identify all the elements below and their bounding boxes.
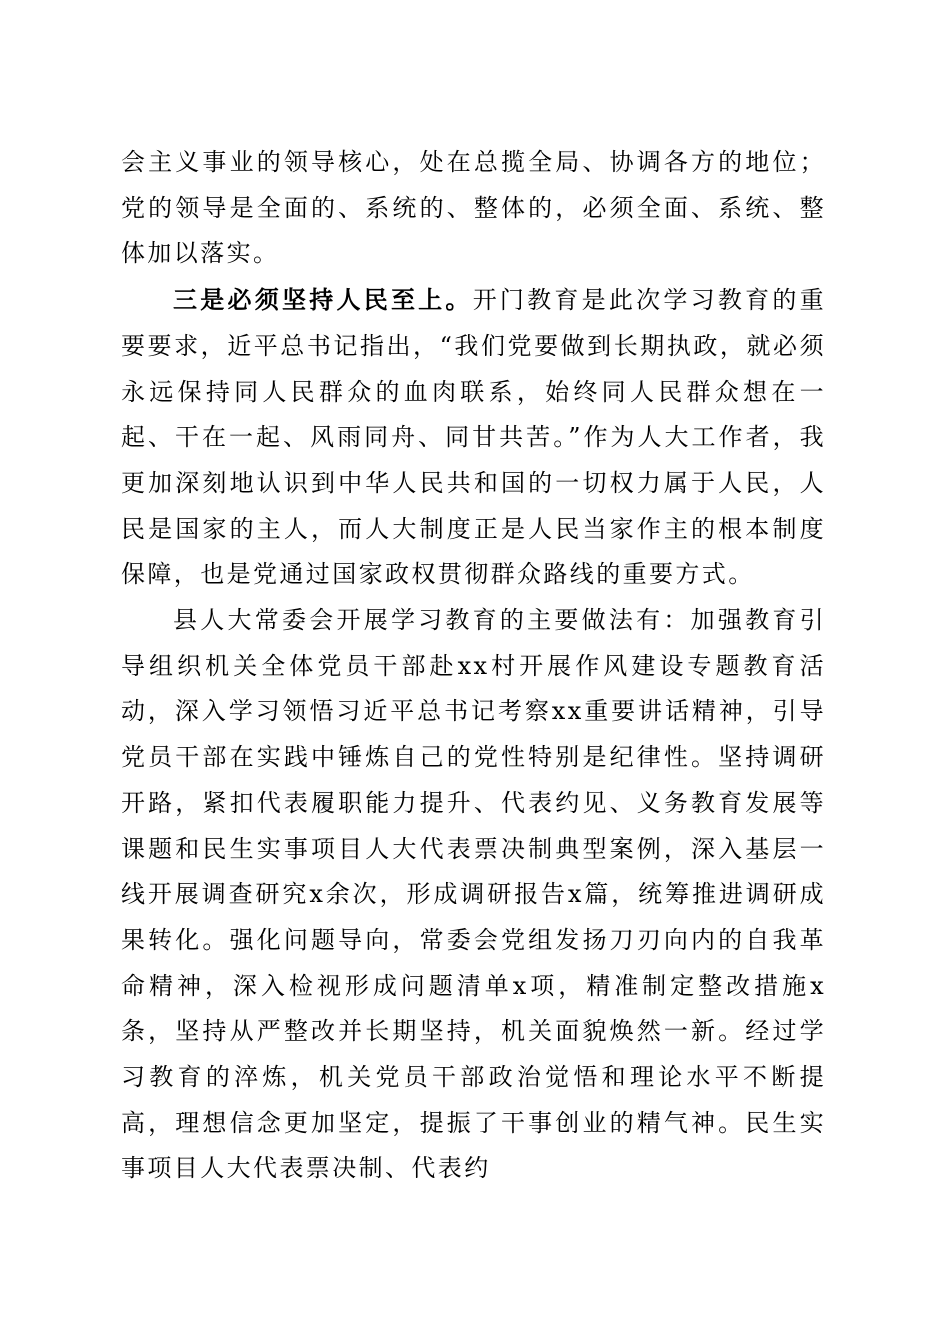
paragraph-2 — [121, 277, 826, 598]
paragraph-2-lead: 三是必须坚持人民至上。 — [173, 285, 473, 315]
paragraph-3 — [121, 598, 826, 1192]
paragraph-2-text: 开门教育是此次学习教育的重要要求，近平总书记指出，“我们党要做到长期执政，就必须永远保持同人民群众的血肉联系，始终同人民群众想在一起、干在一起、风雨同舟、同甘共苦。”作为人大工作者，我更加深刻地认识到中华人民共和国的一切权力属于人民，人民是国家的主人，而人大制度正是人民当家作主的根本制度保障，也是党通过国家政权贯彻群众路线的重要方式。 — [121, 286, 827, 589]
paragraph-3-text: 县人大常委会开展学习教育的主要做法有：加强教育引导组织机关全体党员干部赴xx村开展作风建设专题教育活动，深入学习领悟习近平总书记考察xx重要讲话精神，引导党员干部在实践中锤炼自己的党性特别是纪律性。坚持调研开路，紧扣代表履职能力提升、代表约见、义务教育发展等课题和民生实事项目人大代表票决制典型案例，深入基层一线开展调查研究x余次，形成调研报告x篇，统筹推进调研成果转化。强化问题导向，常委会党组发扬刀刃向内的自我革命精神，深入检视形成问题清单x项，精准制定整改措施x条，坚持从严整改并长期坚持，机关面貌焕然一新。经过学习教育的淬炼，机关党员干部政治觉悟和理论水平不断提高，理想信念更加坚定，提振了干事创业的精气神。民生实事项目人大代表票决制、代表约 — [121, 606, 826, 1183]
paragraph-1-text: 会主义事业的领导核心，处在总揽全局、协调各方的地位；党的领导是全面的、系统的、整体的，必须全面、系统、整体加以落实。 — [121, 148, 826, 268]
document-body — [121, 140, 826, 1192]
paragraph-1 — [121, 140, 826, 277]
